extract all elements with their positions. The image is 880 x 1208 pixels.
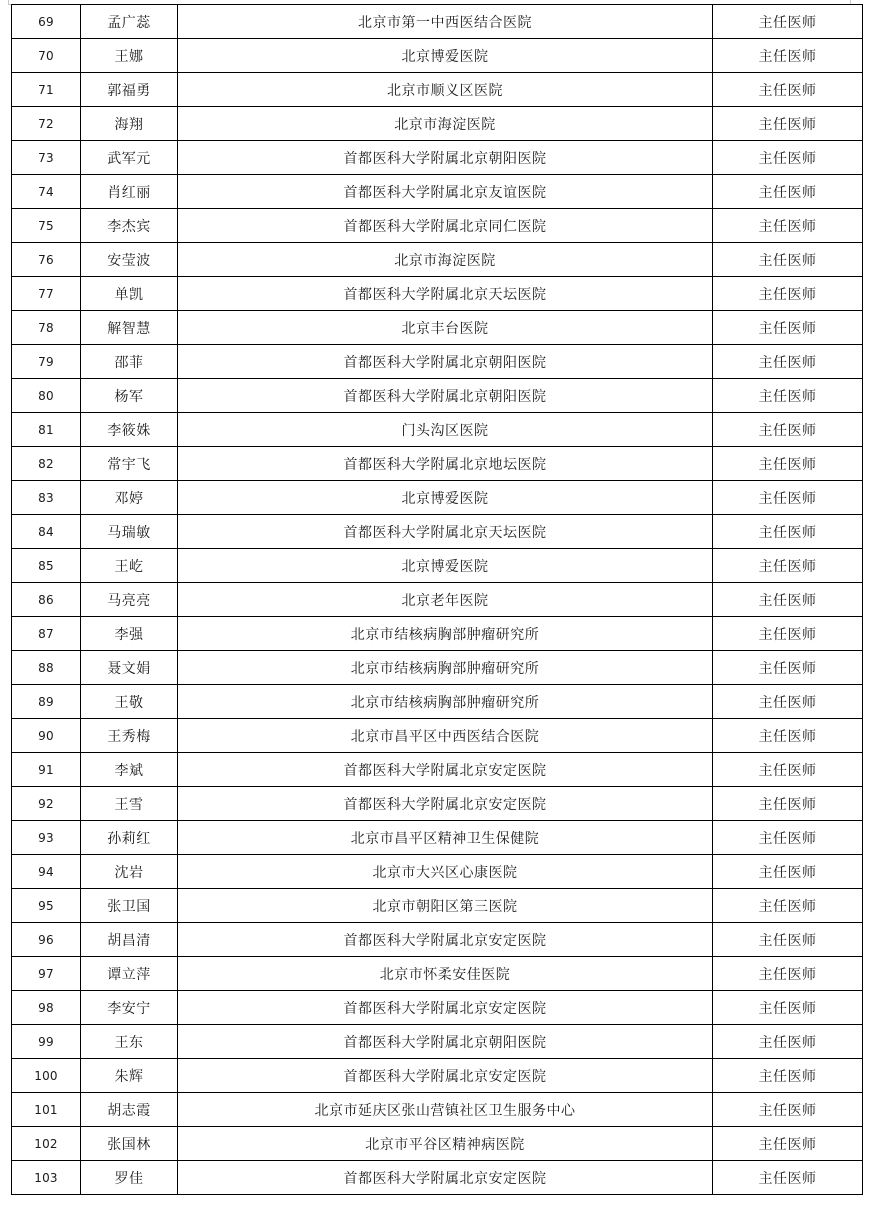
hospital-name-cell: 北京市海淀医院	[178, 243, 713, 277]
hospital-name-cell: 首都医科大学附属北京地坛医院	[178, 447, 713, 481]
hospital-name-cell: 北京市怀柔安佳医院	[178, 957, 713, 991]
hospital-name-cell: 首都医科大学附属北京安定医院	[178, 787, 713, 821]
hospital-name-cell: 北京市昌平区中西医结合医院	[178, 719, 713, 753]
hospital-name-cell: 北京市大兴区心康医院	[178, 855, 713, 889]
professional-title-cell: 主任医师	[713, 243, 863, 277]
row-number-cell: 82	[12, 447, 81, 481]
row-number-cell: 74	[12, 175, 81, 209]
hospital-name-cell: 首都医科大学附属北京友谊医院	[178, 175, 713, 209]
professional-title-cell: 主任医师	[713, 379, 863, 413]
professional-title-cell: 主任医师	[713, 957, 863, 991]
hospital-name-cell: 首都医科大学附属北京朝阳医院	[178, 1025, 713, 1059]
hospital-name-cell: 首都医科大学附属北京朝阳医院	[178, 345, 713, 379]
hospital-name-cell: 北京市海淀医院	[178, 107, 713, 141]
professional-title-cell: 主任医师	[713, 617, 863, 651]
table-row	[12, 39, 863, 73]
table-row	[12, 753, 863, 787]
table-row	[12, 5, 863, 39]
physician-name-cell: 解智慧	[81, 311, 178, 345]
professional-title-cell: 主任医师	[713, 515, 863, 549]
table-row	[12, 583, 863, 617]
physician-name-cell: 孙莉红	[81, 821, 178, 855]
table-row	[12, 1161, 863, 1195]
hospital-name-cell: 首都医科大学附属北京安定医院	[178, 1161, 713, 1195]
physician-name-cell: 张卫国	[81, 889, 178, 923]
hospital-name-cell: 首都医科大学附属北京安定医院	[178, 991, 713, 1025]
professional-title-cell: 主任医师	[713, 5, 863, 39]
table-row	[12, 243, 863, 277]
professional-title-cell: 主任医师	[713, 549, 863, 583]
table-row	[12, 787, 863, 821]
table-row	[12, 991, 863, 1025]
row-number-cell: 78	[12, 311, 81, 345]
row-number-cell: 88	[12, 651, 81, 685]
row-number-cell: 93	[12, 821, 81, 855]
physician-name-cell: 常宇飞	[81, 447, 178, 481]
physician-name-cell: 孟广蕊	[81, 5, 178, 39]
table-row	[12, 311, 863, 345]
row-number-cell: 91	[12, 753, 81, 787]
professional-title-cell: 主任医师	[713, 1025, 863, 1059]
row-number-cell: 98	[12, 991, 81, 1025]
professional-title-cell: 主任医师	[713, 73, 863, 107]
table-row	[12, 1093, 863, 1127]
professional-title-cell: 主任医师	[713, 889, 863, 923]
hospital-name-cell: 北京市昌平区精神卫生保健院	[178, 821, 713, 855]
roster-table-body	[12, 5, 863, 1195]
hospital-name-cell: 首都医科大学附属北京天坛医院	[178, 277, 713, 311]
hospital-name-cell: 北京市平谷区精神病医院	[178, 1127, 713, 1161]
row-number-cell: 87	[12, 617, 81, 651]
table-row	[12, 379, 863, 413]
row-number-cell: 73	[12, 141, 81, 175]
professional-title-cell: 主任医师	[713, 821, 863, 855]
physician-name-cell: 张国林	[81, 1127, 178, 1161]
physician-name-cell: 李筱姝	[81, 413, 178, 447]
physician-name-cell: 王雪	[81, 787, 178, 821]
professional-title-cell: 主任医师	[713, 685, 863, 719]
physician-name-cell: 马瑞敏	[81, 515, 178, 549]
row-number-cell: 92	[12, 787, 81, 821]
hospital-name-cell: 北京博爱医院	[178, 39, 713, 73]
professional-title-cell: 主任医师	[713, 787, 863, 821]
row-number-cell: 86	[12, 583, 81, 617]
row-number-cell: 84	[12, 515, 81, 549]
physician-name-cell: 海翔	[81, 107, 178, 141]
professional-title-cell: 主任医师	[713, 311, 863, 345]
row-number-cell: 90	[12, 719, 81, 753]
hospital-name-cell: 首都医科大学附属北京朝阳医院	[178, 379, 713, 413]
row-number-cell: 100	[12, 1059, 81, 1093]
professional-title-cell: 主任医师	[713, 107, 863, 141]
row-number-cell: 102	[12, 1127, 81, 1161]
row-number-cell: 95	[12, 889, 81, 923]
physician-name-cell: 聂文娟	[81, 651, 178, 685]
hospital-name-cell: 北京市顺义区医院	[178, 73, 713, 107]
physician-name-cell: 胡志霞	[81, 1093, 178, 1127]
physician-name-cell: 胡昌清	[81, 923, 178, 957]
row-number-cell: 103	[12, 1161, 81, 1195]
table-row	[12, 685, 863, 719]
row-number-cell: 94	[12, 855, 81, 889]
hospital-name-cell: 首都医科大学附属北京安定医院	[178, 923, 713, 957]
row-number-cell: 96	[12, 923, 81, 957]
row-number-cell: 76	[12, 243, 81, 277]
table-row	[12, 73, 863, 107]
professional-title-cell: 主任医师	[713, 991, 863, 1025]
physician-name-cell: 王娜	[81, 39, 178, 73]
table-row	[12, 821, 863, 855]
row-number-cell: 79	[12, 345, 81, 379]
professional-title-cell: 主任医师	[713, 753, 863, 787]
hospital-name-cell: 北京市朝阳区第三医院	[178, 889, 713, 923]
table-row	[12, 277, 863, 311]
professional-title-cell: 主任医师	[713, 1161, 863, 1195]
physician-name-cell: 沈岩	[81, 855, 178, 889]
physician-name-cell: 单凯	[81, 277, 178, 311]
table-row	[12, 447, 863, 481]
table-row	[12, 345, 863, 379]
table-row	[12, 1127, 863, 1161]
row-number-cell: 71	[12, 73, 81, 107]
row-number-cell: 70	[12, 39, 81, 73]
physician-name-cell: 肖红丽	[81, 175, 178, 209]
physician-name-cell: 李强	[81, 617, 178, 651]
table-row	[12, 515, 863, 549]
professional-title-cell: 主任医师	[713, 719, 863, 753]
table-row	[12, 481, 863, 515]
professional-title-cell: 主任医师	[713, 923, 863, 957]
row-number-cell: 97	[12, 957, 81, 991]
hospital-name-cell: 北京市结核病胸部肿瘤研究所	[178, 651, 713, 685]
hospital-name-cell: 首都医科大学附属北京朝阳医院	[178, 141, 713, 175]
physician-name-cell: 李斌	[81, 753, 178, 787]
table-row	[12, 549, 863, 583]
hospital-name-cell: 北京博爱医院	[178, 549, 713, 583]
professional-title-cell: 主任医师	[713, 345, 863, 379]
physician-name-cell: 谭立萍	[81, 957, 178, 991]
row-number-cell: 81	[12, 413, 81, 447]
table-row	[12, 889, 863, 923]
physician-name-cell: 安莹波	[81, 243, 178, 277]
hospital-name-cell: 北京老年医院	[178, 583, 713, 617]
physician-name-cell: 邓婷	[81, 481, 178, 515]
hospital-name-cell: 首都医科大学附属北京同仁医院	[178, 209, 713, 243]
row-number-cell: 89	[12, 685, 81, 719]
physician-name-cell: 王秀梅	[81, 719, 178, 753]
hospital-name-cell: 首都医科大学附属北京安定医院	[178, 753, 713, 787]
row-number-cell: 83	[12, 481, 81, 515]
table-row	[12, 175, 863, 209]
row-number-cell: 85	[12, 549, 81, 583]
professional-title-cell: 主任医师	[713, 1127, 863, 1161]
table-row	[12, 957, 863, 991]
physician-name-cell: 邵菲	[81, 345, 178, 379]
table-row	[12, 923, 863, 957]
professional-title-cell: 主任医师	[713, 583, 863, 617]
professional-title-cell: 主任医师	[713, 1093, 863, 1127]
physician-name-cell: 王东	[81, 1025, 178, 1059]
professional-title-cell: 主任医师	[713, 413, 863, 447]
physician-name-cell: 王屹	[81, 549, 178, 583]
row-number-cell: 80	[12, 379, 81, 413]
table-row	[12, 1025, 863, 1059]
table-row	[12, 107, 863, 141]
hospital-name-cell: 北京市结核病胸部肿瘤研究所	[178, 617, 713, 651]
row-number-cell: 101	[12, 1093, 81, 1127]
hospital-name-cell: 首都医科大学附属北京天坛医院	[178, 515, 713, 549]
professional-title-cell: 主任医师	[713, 651, 863, 685]
row-number-cell: 69	[12, 5, 81, 39]
table-row	[12, 855, 863, 889]
hospital-name-cell: 门头沟区医院	[178, 413, 713, 447]
hospital-name-cell: 北京市结核病胸部肿瘤研究所	[178, 685, 713, 719]
hospital-name-cell: 北京博爱医院	[178, 481, 713, 515]
table-row	[12, 719, 863, 753]
professional-title-cell: 主任医师	[713, 209, 863, 243]
physician-name-cell: 李安宁	[81, 991, 178, 1025]
professional-title-cell: 主任医师	[713, 447, 863, 481]
hospital-name-cell: 首都医科大学附属北京安定医院	[178, 1059, 713, 1093]
row-number-cell: 77	[12, 277, 81, 311]
physician-name-cell: 王敬	[81, 685, 178, 719]
physician-name-cell: 马亮亮	[81, 583, 178, 617]
professional-title-cell: 主任医师	[713, 141, 863, 175]
physician-roster-table	[11, 4, 863, 1195]
table-row	[12, 141, 863, 175]
professional-title-cell: 主任医师	[713, 1059, 863, 1093]
hospital-name-cell: 北京丰台医院	[178, 311, 713, 345]
physician-name-cell: 杨军	[81, 379, 178, 413]
table-row	[12, 617, 863, 651]
table-row	[12, 209, 863, 243]
physician-name-cell: 李杰宾	[81, 209, 178, 243]
row-number-cell: 75	[12, 209, 81, 243]
row-number-cell: 99	[12, 1025, 81, 1059]
row-number-cell: 72	[12, 107, 81, 141]
physician-name-cell: 朱辉	[81, 1059, 178, 1093]
professional-title-cell: 主任医师	[713, 277, 863, 311]
hospital-name-cell: 北京市延庆区张山营镇社区卫生服务中心	[178, 1093, 713, 1127]
professional-title-cell: 主任医师	[713, 175, 863, 209]
professional-title-cell: 主任医师	[713, 39, 863, 73]
physician-name-cell: 武军元	[81, 141, 178, 175]
physician-name-cell: 罗佳	[81, 1161, 178, 1195]
physician-name-cell: 郭福勇	[81, 73, 178, 107]
table-row	[12, 1059, 863, 1093]
table-row	[12, 651, 863, 685]
professional-title-cell: 主任医师	[713, 481, 863, 515]
hospital-name-cell: 北京市第一中西医结合医院	[178, 5, 713, 39]
professional-title-cell: 主任医师	[713, 855, 863, 889]
table-row	[12, 413, 863, 447]
